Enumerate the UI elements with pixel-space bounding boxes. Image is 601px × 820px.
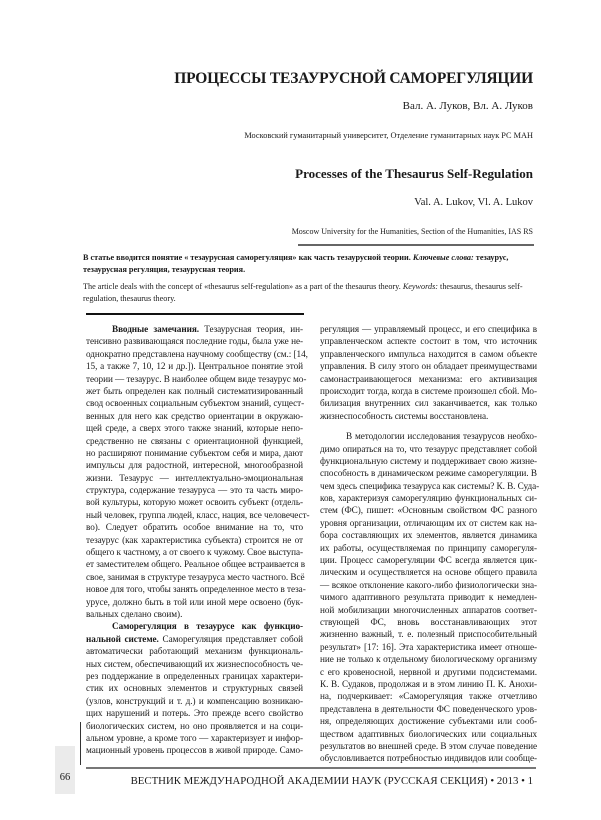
text-line: [320, 715, 537, 727]
line-text: способность в динамическом режиме саморегуляции. В: [320, 468, 537, 479]
line-text: средственно не связаны с ориентационной функцией,: [86, 435, 303, 446]
line-text: их работы, осуществляемая по принципу саморегуля-: [320, 542, 537, 553]
line-text: стем (ФС), пишет: «Основным свойством ФС разного: [320, 505, 537, 516]
text-line: [320, 410, 537, 422]
line-text: ный человек, группа людей, класс, нация, все человечест-: [86, 509, 310, 520]
line-text: стик их основных элементов и структурных связей: [86, 683, 303, 694]
abstract-en: [83, 281, 536, 305]
text-line: [86, 534, 303, 546]
text-line: [86, 546, 303, 558]
text-line: [320, 529, 537, 541]
line-text: жизни. Тезаурус — интеллектуально-эмоциональная: [86, 472, 303, 483]
line-text: билизация внутренних сил заканчивается, как только: [320, 398, 537, 409]
line-text: жизнеспособность системы восстановлена.: [320, 410, 489, 421]
line-text: ние не только к отдельному биологическому организму: [320, 654, 537, 665]
abstract-ru-text: В статье вводится понятие « тезаурусная саморегуляция» как часть тезаурусной теории.: [83, 253, 413, 262]
line-text: свод освоенных социальным субъектом знаний, сущест-: [86, 398, 305, 409]
line-text: автоматически работающий механизм функциональ-: [86, 646, 303, 657]
line-text: происходит тогда, когда в системе произошел сбой. Мо-: [320, 385, 537, 396]
text-line: [320, 728, 537, 740]
text-line: [320, 467, 537, 479]
text-line: [320, 430, 537, 442]
line-text: мационный уровень процессов в живой природе. Само-: [86, 745, 303, 756]
abstract-en-text: The article deals with the concept of «thesaurus self-regulation» as a part of the thesaurus theory.: [83, 282, 403, 291]
text-line: [320, 579, 537, 591]
text-line: [86, 571, 303, 583]
text-line: [86, 596, 303, 608]
line-text: новое для того, чтобы занять определенное место в теза-: [86, 584, 306, 595]
line-text: обусловливается потребностью индивидов или сообще-: [320, 753, 537, 764]
text-line: [320, 455, 537, 467]
line-text: результатов во внешней среде. В этом случае поведение: [320, 740, 537, 751]
text-line: [320, 628, 537, 640]
line-text: общего к частному, а от своего к чужому. Свое выступа-: [86, 547, 303, 558]
line-text: управленческого импульса находится в самом объекте: [320, 348, 537, 359]
text-line: [320, 616, 537, 628]
text-line: [86, 459, 303, 471]
line-text: ствующей ФС, вновь восстанавливающих этот: [320, 616, 537, 627]
line-text: ных систем, обеспечивающий их жизнеспособность че-: [86, 658, 303, 669]
line-text: димо опираться на то, что тезаурус представляет собой: [320, 443, 537, 454]
text-line: [86, 645, 303, 657]
text-line: [320, 591, 537, 603]
text-line: [320, 504, 537, 516]
line-text: биологических систем, но оно проявляется и на соци-: [86, 720, 303, 731]
article-title-ru: ПРОЦЕССЫ ТЕЗАУРУСНОЙ САМОРЕГУЛЯЦИИ: [174, 70, 533, 87]
line-text: однократно представлена научному сообществу (см.: [14,: [86, 348, 308, 359]
line-text: управления. В силу этого он обладает преимуществами: [320, 361, 537, 372]
authors-en: Val. A. Lukov, Vl. A. Lukov: [414, 197, 533, 208]
text-line: [86, 608, 303, 620]
text-line: [320, 348, 537, 360]
line-text: свое, занимая в структуре тезауруса место частного. Всё: [86, 571, 305, 582]
line-text: вальных сделано своим).: [86, 608, 183, 619]
keywords-label-ru: Ключевые слова:: [412, 253, 474, 262]
text-line: [86, 335, 303, 347]
line-text: импульсы для радостной, интересной, многообразной: [86, 460, 303, 471]
affiliation-en: Moscow University for the Humanities, Section of the Humanities, IAS RS: [291, 227, 533, 236]
line-text: структура, содержание тезауруса — это та часть миро-: [86, 485, 303, 496]
text-line: [320, 443, 537, 455]
line-text: (узлов, конструкций и т. д.) и компенсацию возникаю-: [86, 695, 303, 706]
line-text: на, подчеркивает: «Саморегуляция также отчетливо: [320, 691, 537, 702]
text-line: [320, 690, 537, 702]
text-line: [86, 348, 308, 360]
line-text: во). Следует обратить особое внимание на то, что: [86, 522, 303, 533]
line-text: тенсивно развивающаяся последние годы, была уже не-: [86, 336, 303, 347]
column-divider: [86, 313, 304, 315]
line-text: жизненно важный, т. е. полезный приспособительный: [320, 629, 537, 640]
text-line: [86, 695, 303, 707]
text-line: [86, 496, 303, 508]
text-line: [320, 678, 537, 690]
line-text: альном уровне, а кроме того — характеризует и инфор-: [86, 732, 303, 743]
line-text: чимого адаптивного результата приводит к немедлен-: [320, 592, 537, 603]
text-line: [320, 335, 537, 347]
section-heading: Саморегуляция в тезаурусе как функцио-: [112, 621, 303, 632]
line-text: ня, определяющих достижение субъектами или сооб-: [320, 716, 537, 727]
line-text: ции. Процесс саморегуляции ФС всегда является цик-: [320, 555, 537, 566]
text-line: [86, 472, 303, 484]
page-number: 66: [59, 772, 71, 783]
text-line: [86, 323, 303, 335]
line-text: рез поддержание в определенных границах характери-: [86, 670, 303, 681]
page-number-tab: [55, 746, 75, 794]
text-line: [86, 509, 310, 521]
article-title-en: Processes of the Thesaurus Self-Regulation: [295, 166, 533, 181]
keywords-label-en: Keywords:: [402, 282, 438, 291]
text-line: [86, 732, 303, 744]
affiliation-ru: Московский гуманитарный университет, Отделение гуманитарных наук РС МАН: [244, 131, 533, 140]
text-line: [320, 397, 537, 409]
text-line: [86, 670, 303, 682]
text-line: [86, 744, 303, 756]
text-line: [86, 360, 303, 372]
line-text: венных для него как средство ориентации в окружаю-: [86, 410, 303, 421]
line-text: результат» [17: 16]. Эта характеристика имеет отноше-: [320, 641, 537, 652]
journal-footer: ВЕСТНИК МЕЖДУНАРОДНОЙ АКАДЕМИИ НАУК (РУССКАЯ СЕКЦИЯ) • 2013 • 1: [130, 775, 533, 787]
line-text: жет быть определен как полный систематизированный: [86, 385, 303, 396]
text-line: [320, 480, 540, 492]
text-line: [320, 566, 537, 578]
text-line: [86, 410, 303, 422]
text-line: [320, 323, 537, 335]
line-text: ков, характеризуя саморегуляцию функциональных си-: [320, 493, 537, 504]
section-heading: нальной системе.: [86, 633, 159, 644]
line-text: чем здесь специфика тезауруса как системы? К. В. Суда-: [320, 480, 540, 491]
text-line: [86, 447, 303, 459]
text-line: [320, 360, 537, 372]
body-column-right: [320, 323, 540, 765]
text-line: [320, 517, 537, 529]
text-line: [320, 373, 537, 385]
line-text: — всякое отклонение какого-либо физиологически зна-: [320, 579, 537, 590]
line-text: функциональную систему и поддерживает свою жизне-: [320, 455, 537, 466]
line-text: с его кровеносной, нервной и другими подсистемами.: [320, 666, 537, 677]
text-line: [320, 641, 537, 653]
text-line: [320, 740, 537, 752]
line-text: В методологии исследования тезаурусов необхо-: [346, 431, 537, 442]
header-divider: [298, 244, 534, 246]
line-text: Саморегуляция представляет собой: [158, 633, 303, 644]
text-line: [320, 703, 537, 715]
page-number-divider: [80, 722, 81, 765]
line-text: вой культуры, которую может освоить субъект (отдель-: [86, 497, 303, 508]
line-text: бора составляющих их элементов, является динамика: [320, 530, 537, 541]
line-text: управленческом аспекте состоит в том, что источник: [320, 336, 537, 347]
text-line: [86, 583, 306, 595]
text-line: [86, 373, 307, 385]
line-text: К. В. Судаков, продолжая и в этом линию П. К. Анохи-: [320, 678, 537, 689]
keywords-ru: тезаурус, тезаурусная регуляция, тезаурусная теория.: [83, 253, 509, 274]
text-line: [86, 435, 303, 447]
text-line: [320, 752, 537, 764]
text-line: [86, 521, 303, 533]
text-line: [320, 604, 537, 616]
body-column-left: [86, 323, 310, 757]
text-line: [320, 492, 537, 504]
keywords-en: thesaurus, thesaurus self-regulation, thesaurus theory.: [83, 282, 523, 303]
line-text: 15, а также 7, 10, 12 и др.]). Центральное понятие этой: [86, 361, 303, 372]
text-line: [86, 397, 303, 409]
line-text: ной мобилизации многочисленных аппаратов соответ-: [320, 604, 537, 615]
line-text: урусе, должно быть в той или иной мере освоено (бук-: [86, 596, 303, 607]
text-line: [86, 633, 303, 645]
line-text: теории — тезаурус. В наиболее общем виде тезаурус мо-: [86, 373, 307, 384]
line-text: самонастраивающегося механизма: его активизация: [320, 373, 537, 384]
text-line: [320, 385, 537, 397]
line-text: тезаурус (как характеристика субъекта) строится не от: [86, 534, 303, 545]
line-text: лическим и осуществляется на основе общего правила: [320, 567, 537, 578]
abstract-ru: [83, 252, 536, 276]
text-line: [86, 720, 303, 732]
line-text: ет заместителем общего. Реальное общее встраивается в: [86, 559, 306, 570]
text-line: [86, 484, 303, 496]
text-line: [86, 385, 303, 397]
footer-divider: [86, 767, 536, 769]
line-text: представлена в деятельности ФС поведенческого уров-: [320, 703, 537, 714]
text-line: [86, 682, 303, 694]
text-line: [86, 558, 306, 570]
text-line: [86, 422, 303, 434]
line-text: но расширяют понимание субъектом себя и мира, дают: [86, 447, 303, 458]
text-line: [320, 554, 537, 566]
text-line: [86, 658, 303, 670]
line-text: уровня организации, отличающим их от систем как на-: [320, 517, 537, 528]
line-text: ществом адаптивных биологических или социальных: [320, 728, 537, 739]
section-heading: Вводные замечания.: [112, 324, 199, 334]
text-line: [320, 653, 537, 665]
line-text: регуляция — управляемый процесс, и его специфика в: [320, 324, 537, 334]
text-line: [320, 542, 537, 554]
line-text: Тезаурусная теория, ин-: [198, 324, 303, 334]
authors-ru: Вал. А. Луков, Вл. А. Луков: [402, 100, 533, 112]
text-line: [86, 620, 303, 632]
line-text: щей среде, а сверх этого также знаний, которые непо-: [86, 423, 303, 434]
text-line: [320, 666, 537, 678]
line-text: щих нарушений и потерь. Это прежде всего свойство: [86, 708, 303, 719]
text-line: [86, 707, 303, 719]
